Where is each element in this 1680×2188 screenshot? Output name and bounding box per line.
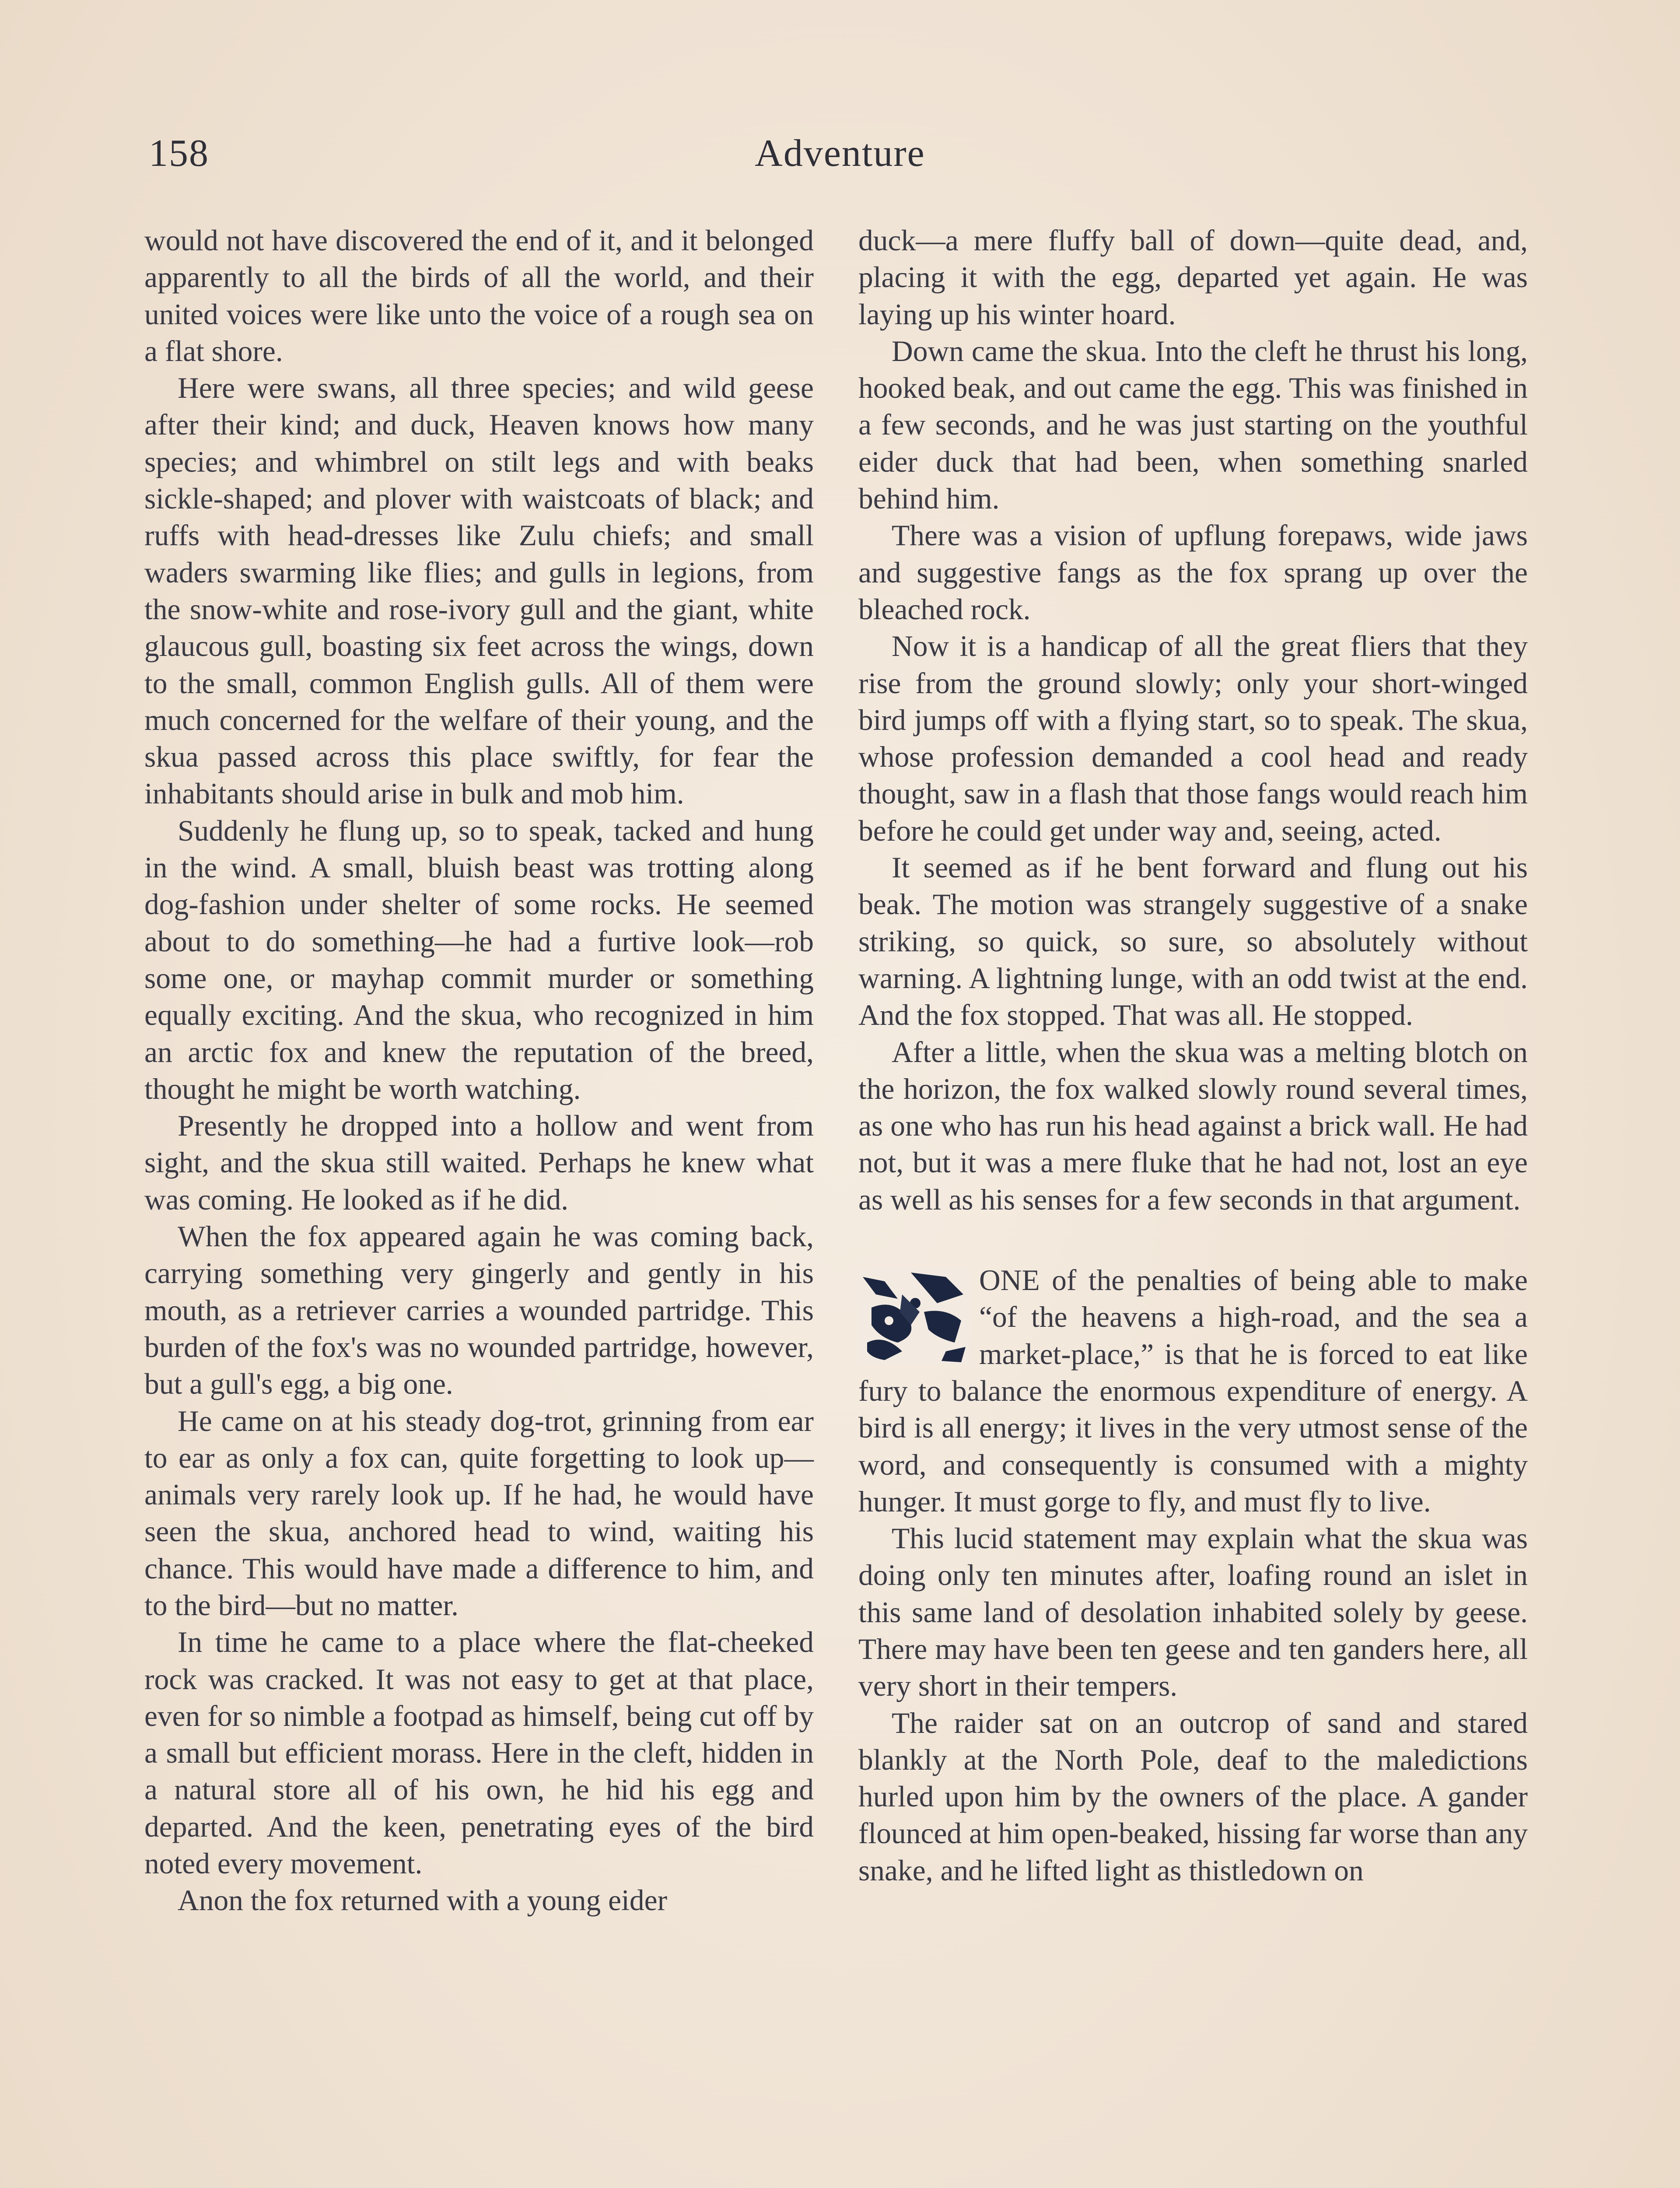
paragraph: When the fox appeared again he was coming back, carrying something very gingerly and gently in his mouth, as a retriever carries a wounded partridge. This burden of the fox's was no wounded partridge, however, but a gull's egg, a big one. <box>144 1220 814 1401</box>
paragraph: After a little, when the skua was a melting blotch on the horizon, the fox walked slowly round several times, as one who has run his head against a brick wall. He had not, but it was a mere fluke that he had not, lost an eye as well as his senses for a few seconds in that argument. <box>858 1035 1528 1216</box>
paragraph: It seemed as if he bent forward and flung out his beak. The motion was strangely suggestive of a snake striking, so quick, so sure, so absolutely without warning. A lightning lunge, with an odd twist at the end. And the fox stopped. That was all. He stopped. <box>858 851 1528 1032</box>
paragraph: Here were swans, all three species; and wild geese after their kind; and duck, Heaven knows how many species; and whimbrel on stilt legs and with beaks sickle-shaped; and plover with waistcoats of black; and ruffs with head-dresses like Zulu chiefs; and small waders swarming like flies; and gulls in legions, from the snow-white and rose-ivory gull and the giant, white glaucous gull, boasting six feet across the wings, down to the small, common English gulls. All of them were much concerned for the welfare of their young, and the skua passed across this place swiftly, for fear the inhabitants should arise in bulk and mob him. <box>144 372 814 810</box>
dropcap-ornament-icon <box>858 1268 970 1364</box>
running-title: Adventure <box>755 132 925 175</box>
paragraph: Anon the fox returned with a young eider <box>178 1884 668 1917</box>
paragraph: In time he came to a place where the flat-cheeked rock was cracked. It was not easy to get at that place, even for so nimble a footpad as himself, being cut off by a small but efficient morass. Here in the cleft, hidden in a natural store all of his own, he hid his egg and departed. And the keen, penetrating eyes of the bird noted every movement. <box>144 1626 814 1880</box>
dropcap-paragraph-text: ONE of the penalties of being able to make “of the heavens a high-road, and the sea a market-place,” is that he is forced to eat like fury to balance the enormous expenditure of energy. A bird is all energy; it lives in the very utmost sense of the word, and consequently is consumed with a mighty hunger. It must gorge to fly, and must fly to live. <box>858 1264 1528 1518</box>
paragraph: Presently he dropped into a hollow and went from sight, and the skua still waited. Perhaps he knew what was coming. He looked as if he did. <box>144 1109 814 1216</box>
page-number: 158 <box>149 132 209 175</box>
paragraph: This lucid statement may explain what the skua was doing only ten minutes after, loafing round an islet in this same land of desolation inhabited solely by geese. There may have been ten geese and ten ganders here, all very short in their tempers. <box>858 1522 1528 1703</box>
paragraph: There was a vision of upflung forepaws, wide jaws and suggestive fangs as the fox sprang up over the bleached rock. <box>858 519 1528 626</box>
paragraph: The raider sat on an outcrop of sand and stared blankly at the North Pole, deaf to the maledictions hurled upon him by the owners of the place. A gander flounced at him open-beaked, hissing far worse than any snake, and he lifted light as thistledown on <box>858 1706 1528 1887</box>
right-column <box>858 222 1528 1889</box>
paragraph: Suddenly he flung up, so to speak, tacked and hung in the wind. A small, bluish beast was trotting along dog-fashion under shelter of some rocks. He seemed about to do something—he had a furtive look—rob some one, or mayhap commit murder or something equally exciting. And the skua, who recognized in him an arctic fox and knew the reputation of the breed, thought he might be worth watching. <box>144 814 814 1105</box>
paragraph: Down came the skua. Into the cleft he thrust his long, hooked beak, and out came the egg. This was finished in a few seconds, and he was just starting on the youthful eider duck that had been, when something snarled behind him. <box>858 334 1528 515</box>
paragraph: He came on at his steady dog-trot, grinning from ear to ear as only a fox can, quite forgetting to look up—animals very rarely look up. If he had, he would have seen the skua, anchored head to wind, waiting his chance. This would have made a difference to him, and to the bird—but no matter. <box>144 1404 814 1622</box>
page-header <box>149 127 1531 193</box>
left-column <box>144 222 814 1919</box>
paragraph: Now it is a handicap of all the great fliers that they rise from the ground slowly; only your short-winged bird jumps off with a flying start, so to speak. The skua, whose profession demanded a cool head and ready thought, saw in a flash that those fangs would reach him before he could get under way and, seeing, acted. <box>858 630 1528 847</box>
paragraph: duck—a mere fluffy ball of down—quite dead, and, placing it with the egg, departed yet again. He was laying up his winter hoard. <box>858 224 1528 331</box>
paragraph: would not have discovered the end of it, and it belonged apparently to all the birds of all the world, and their united voices were like unto the voice of a rough sea on a flat shore. <box>144 224 814 368</box>
dropcap-paragraph <box>858 1262 1528 1520</box>
